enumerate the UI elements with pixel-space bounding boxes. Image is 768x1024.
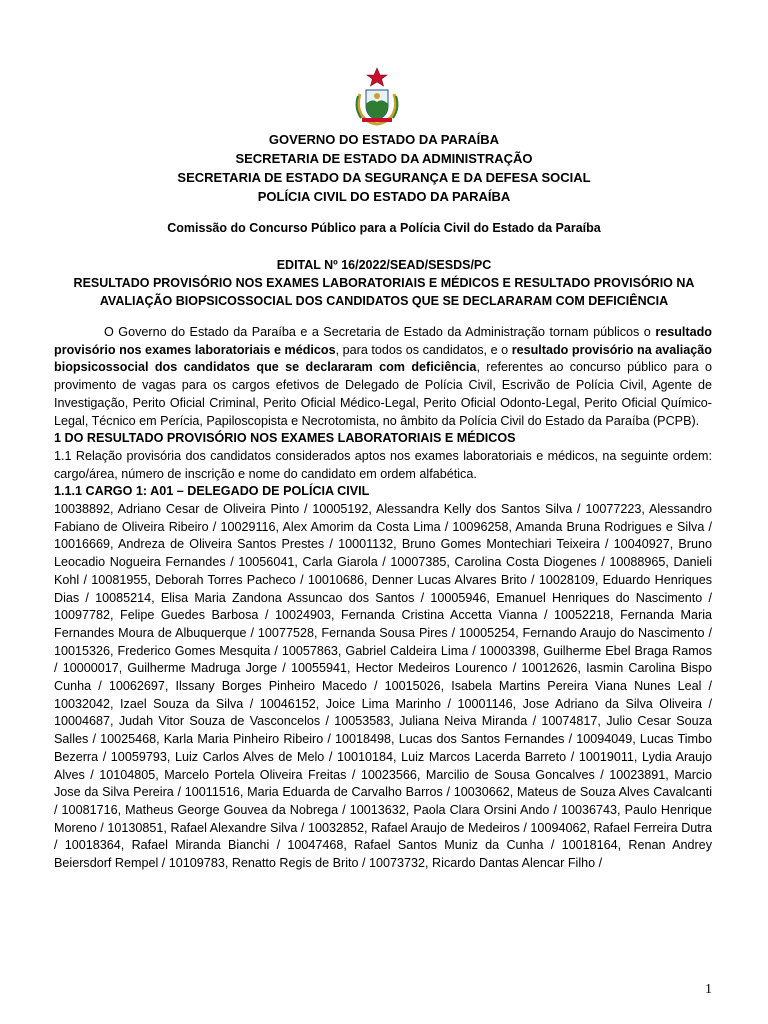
commission-title: Comissão do Concurso Público para a Polícia Civil do Estado da Paraíba (167, 221, 601, 235)
intro-bold-1: resultado provisório nos exames laboratoriais e médicos (54, 325, 712, 357)
item-1-1: 1.1 Relação provisória dos candidatos considerados aptos nos exames laboratoriais e médicos, na seguinte ordem: cargo/área, número de inscrição e nome do candidato em ordem alfabética. (54, 448, 712, 481)
section-1-heading: 1 DO RESULTADO PROVISÓRIO NOS EXAMES LABORATORIAIS E MÉDICOS (54, 431, 516, 446)
government-header (0, 130, 768, 206)
intro-text-2: , para todos os candidatos, e o (335, 342, 512, 357)
intro-text-3: , referentes ao concurso público para o provimento de vagas para os cargos efetivos de Delegado de Polícia Civil, Escrivão de Polícia Civil, Agente de Investigação, Perito Oficial Criminal, Perito Oficial Médico-Legal, Perito Oficial Odonto-Legal, Perito Oficial Químico-Legal, Técnico em Perícia, Papiloscopista e Necrotomista, no âmbito da Polícia Civil do Estado da Paraíba (PCPB). (54, 360, 712, 428)
item-1-1-1-heading: 1.1.1 CARGO 1: A01 – DELEGADO DE POLÍCIA CIVIL (54, 484, 370, 499)
edital-block (40, 256, 728, 310)
header-line-governo: GOVERNO DO ESTADO DA PARAÍBA (268, 132, 500, 147)
header-line-policia: POLÍCIA CIVIL DO ESTADO DA PARAÍBA (257, 189, 511, 204)
intro-bold-2: resultado provisório na avaliação biopsicossocial dos candidatos que se declararam com deficiência (54, 342, 713, 375)
page-number: 1 (705, 982, 712, 997)
edital-title: RESULTADO PROVISÓRIO NOS EXAMES LABORATORIAIS E MÉDICOS E RESULTADO PROVISÓRIO NA AVALIAÇÃO BIOPSICOSSOCIAL DOS CANDIDATOS QUE SE DECLARARAM COM DEFICIÊNCIA (73, 276, 695, 308)
header-line-administracao: SECRETARIA DE ESTADO DA ADMINISTRAÇÃO (235, 151, 533, 166)
header-line-seguranca: SECRETARIA DE ESTADO DA SEGURANÇA E DA DEFESA SOCIAL (177, 170, 591, 185)
document-body (54, 324, 712, 873)
coat-of-arms-icon (352, 66, 402, 126)
edital-number: EDITAL Nº 16/2022/SEAD/SESDS/PC (276, 258, 492, 272)
intro-paragraph (54, 324, 712, 430)
intro-text-1: O Governo do Estado da Paraíba e a Secretaria de Estado da Administração tornam públicos o (104, 325, 656, 339)
candidate-list: 10038892, Adriano Cesar de Oliveira Pinto / 10005192, Alessandra Kelly dos Santos Silva / 10077223, Alessandro Fabiano de Oliveira Ribeiro / 10029116, Alex Amorim da Costa Lima / 10096258, Amanda Bruna Rodrigues e Silva / 10016669, Andreza de Oliveira Santos Prestes / 10001132, Bruno Gomes Montechiari Teixeira / 10040927, Bruno Leocadio Nogueira Fernandes / 10056041, Carla Giarola / 10007385, Carolina Costa Diogenes / 10088965, Danieli Kohl / 10081955, Deborah Torres Pacheco / 10010686, Denner Lucas Alvares Brito / 10028109, Eduardo Henriques Dias / 10085214, Elisa Maria Zandona Assuncao dos Santos / 10005946, Emanuel Henriques do Nascimento / 10097782, Felipe Guedes Barbosa / 10024903, Fernanda Cristina Accetta Vianna / 10052218, Fernanda Maria Fernandes Moura de Albuquerque / 10077528, Fernanda Sousa Pires / 10005254, Fernando Araujo do Nascimento / 10015326, Frederico Gomes Mesquita / 10057863, Gabriel Caldeira Lima / 10003398, Guilherme Ebel Braga Ramos / 10000017, Guilherme Madruga Jorge / 10055941, Hector Medeiros Lourenco / 10012626, Iasmin Carolina Bispo Cunha / 10062697, Ilssany Borges Pinheiro Macedo / 10015026, Isabela Martins Pereira Viana Nunes Leal / 10032042, Izael Souza da Silva / 10046152, Joice Lima Marinho / 10001146, Jose Adriano da Silva Oliveira / 10004687, Judah Vitor Souza de Vasconcelos / 10053583, Juliana Neiva Miranda / 10074817, Julio Cesar Souza Salles / 10025468, Karla Maria Pinheiro Ribeiro / 10018498, Lucas dos Santos Fernandes / 10094049, Lucas Timbo Bezerra / 10059793, Luiz Carlos Alves de Melo / 10010184, Luiz Marcos Lacerda Barreto / 10019011, Lydia Araujo Alves / 10104805, Marcelo Portela Oliveira Freitas / 10023566, Marcilio de Sousa Goncalves / 10023891, Marcio Jose da Silva Pereira / 10011516, Maria Eduarda de Carvalho Barros / 10030662, Mateus de Souza Alves Cavalcanti / 10081716, Matheus George Gouvea da Nobrega / 10013632, Paola Clara Orsini Ando / 10036743, Paulo Henrique Moreno / 10130851, Rafael Alexandre Silva / 10032852, Rafael Araujo de Medeiros / 10094062, Rafael Ferreira Dutra / 10018364, Rafael Miranda Bianchi / 10047468, Rafael Santos Muniz da Cunha / 10018164, Renan Andrey Beiersdorf Rempel / 10109783, Renatto Regis de Brito / 10073732, Ricardo Dantas Alencar Filho / (54, 502, 712, 871)
